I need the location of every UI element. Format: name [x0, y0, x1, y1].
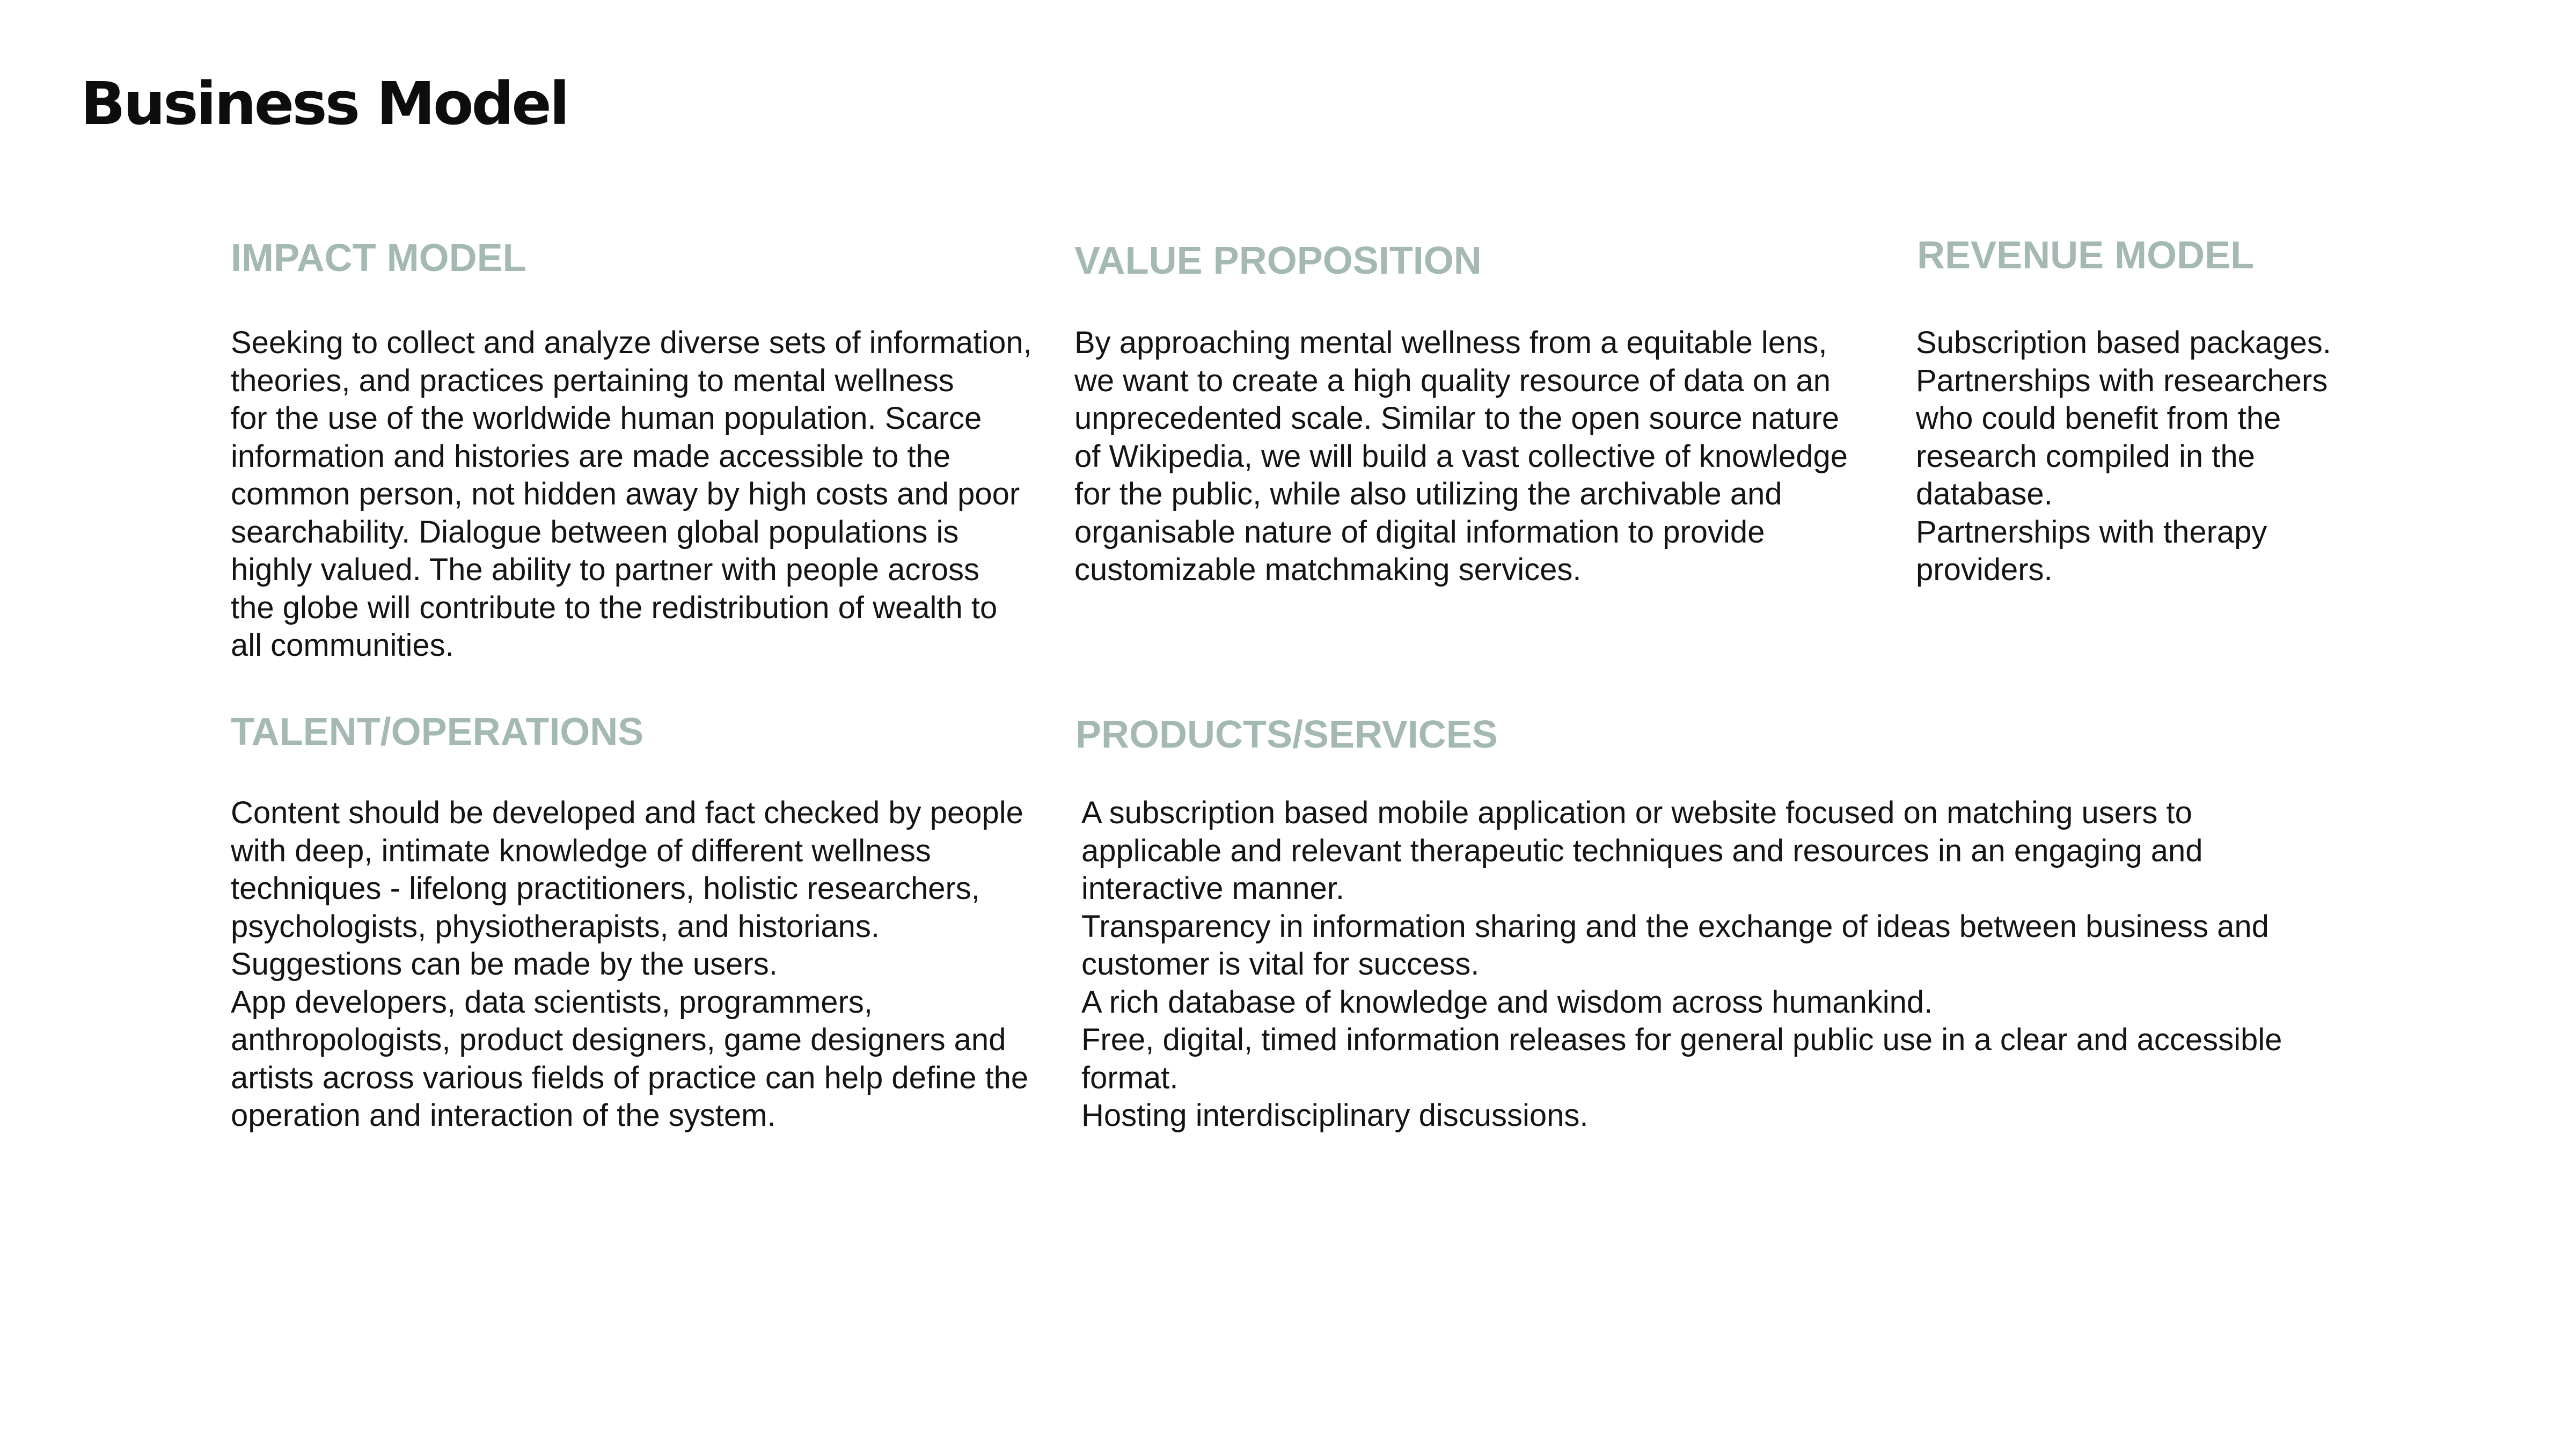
text-line: format. — [1081, 1060, 1179, 1095]
revenue-model-heading: REVENUE MODEL — [1917, 234, 2255, 277]
text-line: By approaching mental wellness from a equitable lens, — [1074, 325, 1827, 360]
text-line: providers. — [1916, 552, 2053, 587]
text-line: customer is vital for success. — [1081, 947, 1480, 982]
products-services-heading: PRODUCTS/SERVICES — [1075, 713, 1498, 756]
text-line: theories, and practices pertaining to mental wellness — [231, 363, 954, 398]
text-line: anthropologists, product designers, game designers and — [231, 1022, 1006, 1057]
text-line: techniques - lifelong practitioners, holistic researchers, — [231, 871, 980, 906]
text-line: artists across various fields of practice can help define the — [231, 1060, 1029, 1095]
text-line: organisable nature of digital information to provide — [1074, 514, 1765, 550]
text-line: the globe will contribute to the redistribution of wealth to — [231, 590, 998, 625]
text-line: Seeking to collect and analyze diverse sets of information, — [231, 325, 1032, 360]
revenue-model-text — [1916, 324, 2331, 589]
text-line: who could benefit from the — [1916, 401, 2281, 436]
text-line: highly valued. The ability to partner with people across — [231, 552, 979, 587]
text-line: A rich database of knowledge and wisdom across humankind. — [1081, 984, 1933, 1020]
text-line: unprecedented scale. Similar to the open source nature — [1074, 401, 1840, 436]
text-line: information and histories are made accessible to the — [231, 438, 951, 474]
text-line: with deep, intimate knowledge of different wellness — [231, 833, 931, 868]
text-line: A subscription based mobile application or website focused on matching users to — [1081, 795, 2192, 830]
text-line: Subscription based packages. — [1916, 325, 2331, 360]
text-line: research compiled in the — [1916, 438, 2255, 474]
text-line: we want to create a high quality resource of data on an — [1074, 363, 1831, 398]
value-proposition-heading: VALUE PROPOSITION — [1074, 239, 1482, 282]
text-line: interactive manner. — [1081, 871, 1345, 906]
text-line: Suggestions can be made by the users. — [231, 947, 778, 982]
text-line: Transparency in information sharing and the exchange of ideas between business and — [1081, 909, 2269, 944]
text-line: psychologists, physiotherapists, and historians. — [231, 909, 880, 944]
text-line: for the public, while also utilizing the archivable and — [1074, 477, 1782, 511]
talent-operations-text — [231, 794, 1028, 1135]
text-line: Free, digital, timed information releases for general public use in a clear and accessible — [1081, 1022, 2282, 1057]
page-title: Business Model — [80, 69, 568, 138]
text-line: Content should be developed and fact checked by people — [231, 795, 1023, 830]
impact-model-text — [231, 324, 1032, 665]
text-line: Partnerships with therapy — [1916, 514, 2267, 550]
text-line: customizable matchmaking services. — [1074, 552, 1582, 587]
text-line: Partnerships with researchers — [1916, 363, 2328, 398]
text-line: for the use of the worldwide human population. Scarce — [231, 401, 982, 436]
text-line: common person, not hidden away by high costs and poor — [231, 477, 1020, 511]
products-services-text — [1081, 794, 2282, 1135]
text-line: applicable and relevant therapeutic techniques and resources in an engaging and — [1081, 833, 2203, 868]
text-line: database. — [1916, 477, 2053, 511]
text-line: Hosting interdisciplinary discussions. — [1081, 1098, 1589, 1133]
text-line: operation and interaction of the system. — [231, 1098, 776, 1133]
text-line: searchability. Dialogue between global populations is — [231, 514, 959, 550]
text-line: of Wikipedia, we will build a vast collective of knowledge — [1074, 438, 1848, 474]
talent-operations-heading: TALENT/OPERATIONS — [231, 711, 644, 753]
impact-model-heading: IMPACT MODEL — [231, 237, 526, 280]
text-line: all communities. — [231, 628, 454, 663]
text-line: App developers, data scientists, programmers, — [231, 984, 873, 1020]
value-proposition-text — [1074, 324, 1848, 589]
